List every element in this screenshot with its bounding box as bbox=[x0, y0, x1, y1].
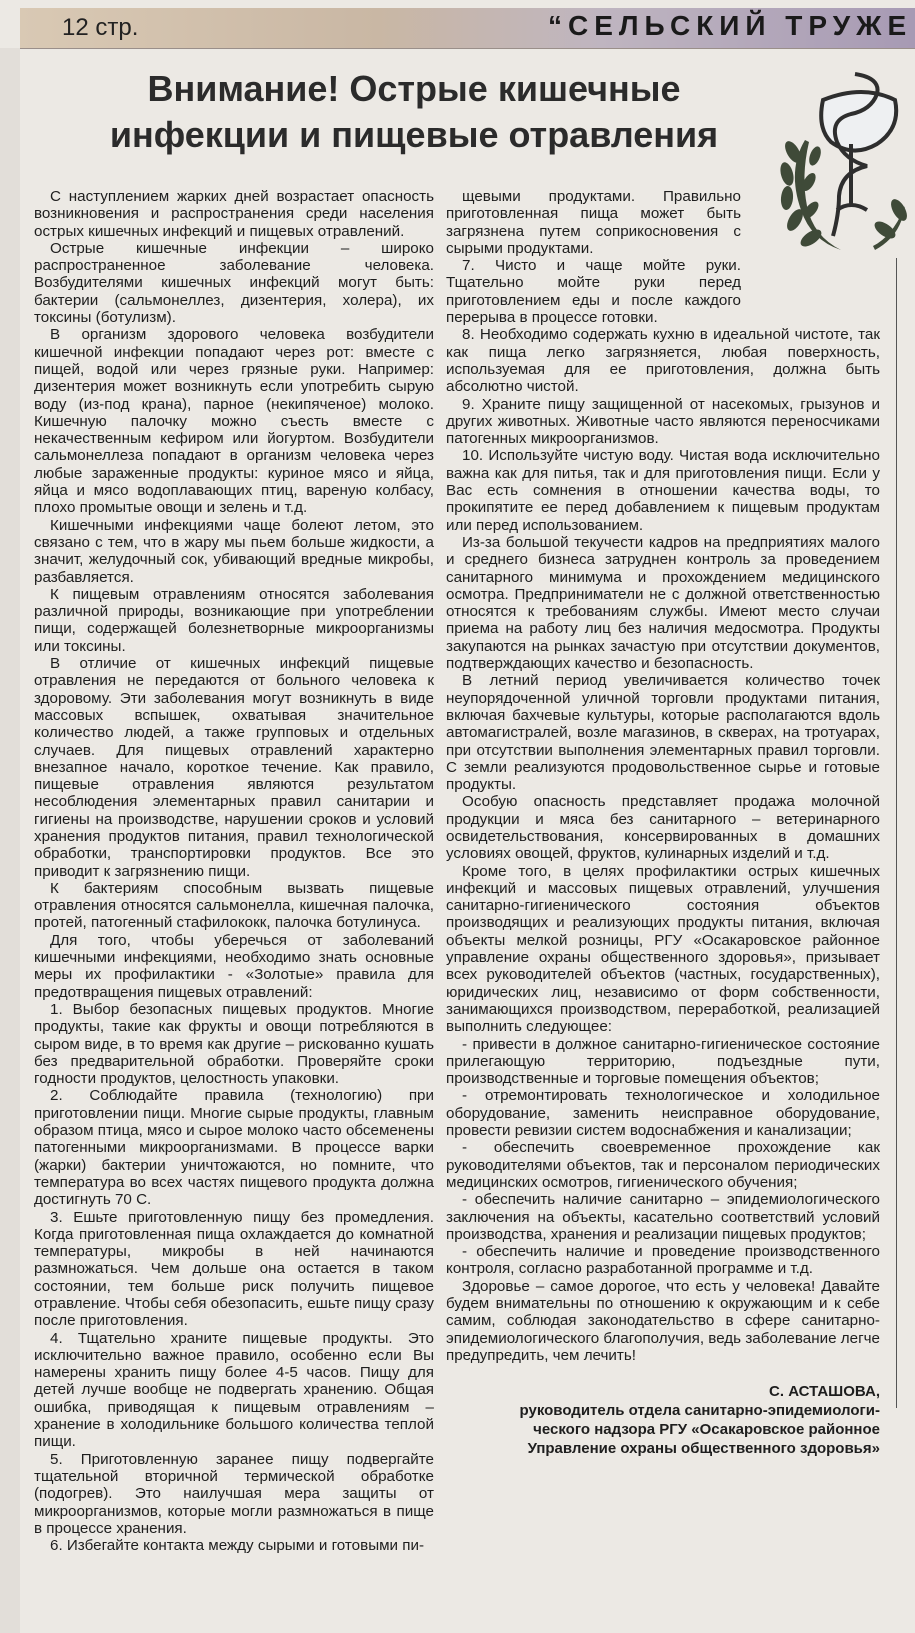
article-paragraph: 3. Ешьте приготовленную пищу без промедления. Когда приготовленная пища охлаждается до комнатной температуры, микробы в ней начинаются размножаться. Чем дольше она остается в таком состоянии, тем больше риск получить пищевое отравление. Чтобы себя обезопасить, ешьте пищу сразу после приготовления. bbox=[34, 1208, 434, 1330]
article-paragraph: К пищевым отравлениям относятся заболевания различной природы, возникающие при употреблении пищи, содержащей болезнетворные микроорганизмы или токсины. bbox=[34, 585, 434, 655]
article-paragraph: Из-за большой текучести кадров на предприятиях малого и среднего бизнеса затруднен контроль за проведением санитарного минимума и прохождением медицинского осмотра. Предприниматели не с должной ответственностью относятся к требованиям службы. Имеют место случаи приема на работу лиц без наличия медосмотра. Продукты закупаются на рынках зачастую при отсутствии документов, подтверждающих качество и безопасность. bbox=[446, 533, 880, 673]
article-paragraph: В отличие от кишечных инфекций пищевые отравления не передаются от больного человека к здоровому. Эти заболевания могут возникнуть в виде массовых вспышек, охватывая значительное количество людей, а также групповых и отдельных случаев. Для пищевых отравлений характерно внезапное начало, короткое течение. Как правило, пищевые отравления являются результатом несоблюдения элементарных правил санитарии и гигиены на производстве, нарушении сроков и условий хранения продуктов питания, правил технологической обработки, транспортировки продуктов. Все это приводит к загрязнению пищи. bbox=[34, 655, 434, 880]
article-paragraph: Острые кишечные инфекции – широко распространенное заболевание человека. Возбудителями кишечных инфекций могут быть: бактерии (сальмонеллез, дизентерия, холера), их токсины (ботулизм). bbox=[34, 239, 434, 327]
article-paragraph: Для того, чтобы уберечься от заболеваний кишечными инфекциями, необходимо знать основные меры их профилактики - «Золотые» правила для предотвращения пищевых отравлений: bbox=[34, 931, 434, 1001]
article-headline: Внимание! Острые кишечные инфекции и пищевые отравления bbox=[109, 68, 719, 155]
newspaper-name: “СЕЛЬСКИЙ ТРУЖЕ bbox=[548, 10, 913, 41]
article-paragraph: К бактериям способным вызвать пищевые отравления относятся сальмонелла, кишечная палочка, протей, патогенный стафилококк, палочка ботулинуса. bbox=[34, 879, 434, 932]
article-column-left bbox=[34, 188, 434, 1554]
article-paragraph: Особую опасность представляет продажа молочной продукции и мяса без санитарного – ветеринарного освидетельствования, консервированных в домашних условиях овощей, фруктов, кулинарных изделий и т.д. bbox=[446, 793, 880, 863]
article-paragraph: 10. Используйте чистую воду. Чистая вода исключительно важна как для питья, так и для приготовления пищи. Если у Вас есть сомнения в отношении качества воды, то прокипятите ее перед добавлением к пищевым продуктам или перед использованием. bbox=[446, 447, 880, 534]
article-paragraph: 4. Тщательно храните пищевые продукты. Это исключительно важное правило, особенно если Вы намерены хранить пищу более 4-5 часов. Пищу для детей лучше вообще не подвергать хранению. Общая ошибка, приводящая к пищевым отравлениям – хранение в холодильнике большого количества теплой пищи. bbox=[34, 1329, 434, 1451]
article-paragraph: - обеспечить наличие санитарно – эпидемиологического заключения на объекты, касательно соответствий условий производства, хранения и реализации пищевых продуктов; bbox=[446, 1191, 880, 1243]
author-name: С. АСТАШОВА, bbox=[769, 1383, 880, 1401]
column-divider bbox=[896, 258, 897, 1408]
article-paragraph: 2. Соблюдайте правила (технологию) при приготовлении пищи. Многие сырые продукты, главным образом птица, мясо и сырое молоко часто обсеменены патогенными микроорганизмами. В процессе варки (жарки) бактерии уничтожаются, но помните, что температура во всех частях пищевого продукта должна достигнуть 70 С. bbox=[34, 1087, 434, 1209]
article-paragraph: - отремонтировать технологическое и холодильное оборудование, заменить неисправное оборудование, провести ревизии систем водоснабжения и канализации; bbox=[446, 1087, 880, 1140]
article-paragraph: - обеспечить своевременное прохождение как руководителями объектов, так и персоналом периодических медицинских осмотров, гигиенического обучения; bbox=[446, 1139, 880, 1191]
article-paragraph: Здоровье – самое дорогое, что есть у человека! Давайте будем внимательны по отношению к окружающим и к себе самим, соблюдая законодательство в сфере санитарно-эпидемиологического благополучия, ведь заболевание легче предупредить, чем лечить! bbox=[446, 1277, 880, 1364]
article-paragraph: 6. Избегайте контакта между сырыми и готовыми пи- bbox=[50, 1537, 425, 1555]
page-edge bbox=[0, 48, 20, 1633]
article-paragraph: В организм здорового человека возбудители кишечной инфекции попадают через рот: вместе с пищей, водой или через грязные руки. Например: дизентерия может возникнуть если употребить сырую воду (из-под крана), парное (некипяченое) молоко. Кишечную палочку можно съесть вместе с некачественным кефиром или йогуртом. Возбудители сальмонеллеза попадают в организм человека через любые зараженные продукты: куриное мясо и яйца, яйца и мясо водоплавающих птиц, вареную колбасу, плохо промытые овощи и зелень и т.д. bbox=[34, 326, 434, 517]
article-paragraph: Кишечными инфекциями чаще болеют летом, это связано с тем, что в жару мы пьем больше жидкости, а значит, желудочный сок, убивающий вредные микробы, разбавляется. bbox=[34, 516, 434, 586]
article-paragraph: - привести в должное санитарно-гигиеническое состояние прилегающую территорию, подъездные пути, производственные и торговые помещения объектов; bbox=[446, 1035, 880, 1088]
article-paragraph: щевыми продуктами. Правильно приготовленная пища может быть загрязнена путем соприкосновения с сырыми продуктами. bbox=[446, 188, 741, 257]
author-position-line: Управление охраны общественного здоровья» bbox=[527, 1440, 880, 1458]
page-number: 12 стр. bbox=[62, 14, 139, 41]
article-paragraph: С наступлением жарких дней возрастает опасность возникновения и распространения среди населения острых кишечных инфекций и пищевых отравлений. bbox=[34, 188, 434, 240]
article-paragraph: 7. Чисто и чаще мойте руки. Тщательно мойте руки перед приготовлением еды и после каждого перерыва в процессе готовки. bbox=[446, 257, 741, 327]
article-paragraph: 5. Приготовленную заранее пищу подвергайте тщательной вторичной термической обработке (подогрев). Это наилучшая мера защиты от микроорганизмов, которые могли размножаться в пище в процессе хранения. bbox=[34, 1450, 434, 1537]
author-signature bbox=[446, 1382, 880, 1458]
author-position-line: ческого надзора РГУ «Осакаровское районное bbox=[533, 1421, 880, 1439]
article-paragraph: В летний период увеличивается количество точек неупорядоченной уличной торговли продуктами питания, включая бахчевые культуры, которые располагаются вдоль автомагистралей, возле магазинов, в скверах, на тротуарах, при отсутствии выполнения элементарных правил торговли. С земли реализуются продовольственное сырье и готовые продукты. bbox=[446, 672, 880, 794]
article-column-right bbox=[446, 188, 880, 1458]
article-paragraph: 9. Храните пищу защищенной от насекомых, грызунов и других животных. Животные часто являются переносчиками патогенных микроорганизмов. bbox=[446, 395, 880, 448]
author-position-line: руководитель отдела санитарно-эпидемиологи- bbox=[519, 1402, 880, 1420]
article-paragraph: Кроме того, в целях профилактики острых кишечных инфекций и массовых пищевых отравлений, улучшения санитарно-гигиенического состояния объектов производящих и реализующих продукты питания, включая объекты мелкой розницы, РГУ «Осакаровское районное управление охраны общественного здоровья», призывает всех руководителей объектов (частных, государственных), юридических лиц, независимо от форм собственности, занимающихся производством, переработкой, реализацией выполнить следующее: bbox=[446, 862, 880, 1036]
article-paragraph: 1. Выбор безопасных пищевых продуктов. Многие продукты, такие как фрукты и овощи потребляются в сыром виде, в то время как другие – рискованно кушать без предварительной обработки. Проверяйте сроки годности продуктов, целостность упаковки. bbox=[34, 1000, 434, 1088]
article-paragraph: - обеспечить наличие и проведение производственного контроля, согласно разработанной программе и т.д. bbox=[446, 1243, 880, 1278]
article-paragraph: 8. Необходимо содержать кухню в идеальной чистоте, так как пища легко загрязняется, любая поверхность, используемая для ее приготовления, должна быть абсолютно чистой. bbox=[446, 326, 880, 396]
